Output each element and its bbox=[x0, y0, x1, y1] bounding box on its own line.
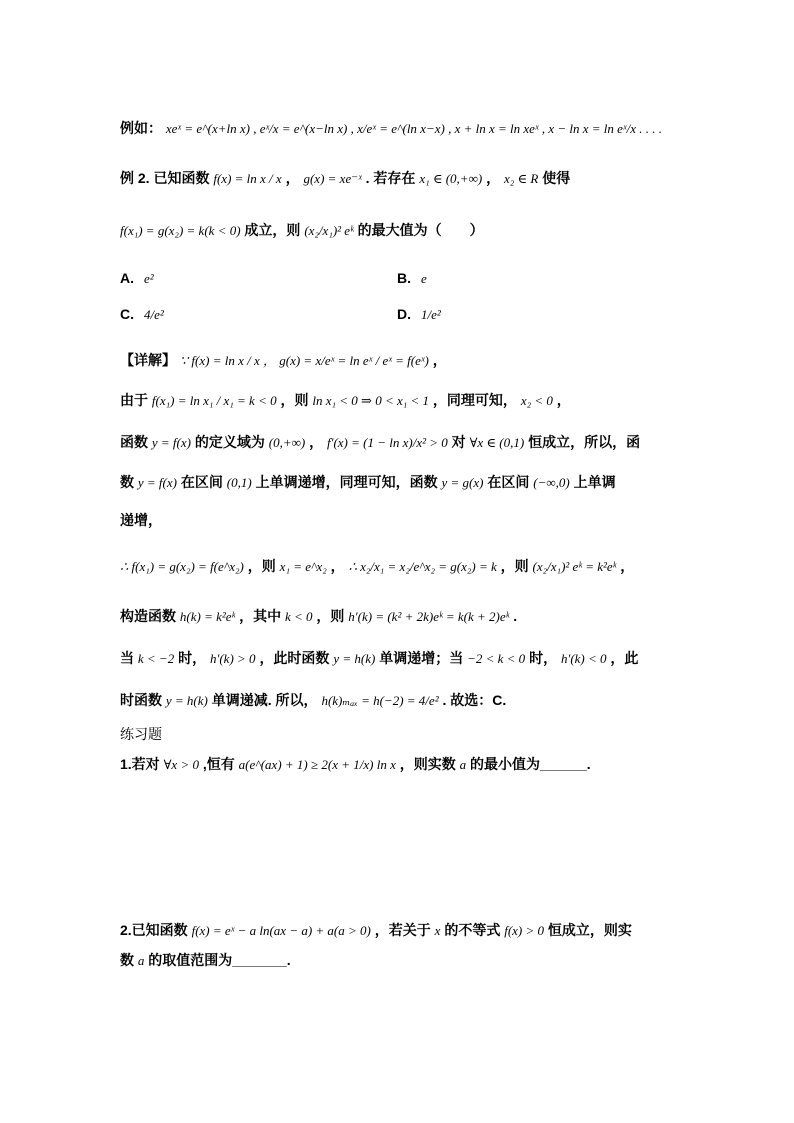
formula: a bbox=[459, 757, 467, 772]
text-fragment: ， bbox=[620, 558, 635, 574]
solution-line-6 bbox=[120, 556, 694, 577]
option-d bbox=[397, 306, 441, 323]
separator: ， bbox=[285, 170, 300, 186]
formula: a bbox=[137, 953, 145, 968]
option-c bbox=[120, 306, 164, 323]
formula: a(e^(ax) + 1) ≥ 2(x + 1/x) ln x bbox=[238, 757, 396, 772]
formula: ln x₁ < 0 ⇒ 0 < x₁ < 1 bbox=[312, 393, 430, 408]
text-fragment: 时， bbox=[178, 650, 207, 666]
text-fragment: ，则 bbox=[247, 558, 276, 574]
formula: y = g(x) bbox=[441, 475, 484, 490]
option-a-value: e² bbox=[144, 271, 154, 286]
formula: ∴ x₂/x₁ = x₂/e^x₂ = g(x₂) = k bbox=[348, 559, 497, 574]
formula: y = f(x) bbox=[151, 435, 191, 450]
text-fragment: 的定义域为 bbox=[194, 434, 265, 450]
exercise-2-line-1 bbox=[120, 920, 694, 941]
formula: x₁ = e^x₂ bbox=[279, 559, 327, 574]
text-fragment: 单调递增；当 bbox=[379, 650, 464, 666]
formula: f(x) > 0 bbox=[504, 923, 545, 938]
text-fragment: 当 bbox=[120, 650, 134, 666]
text-fragment: 构造函数 bbox=[120, 608, 176, 624]
equation-k: f(x₁) = g(x₂) = k(k < 0) bbox=[120, 223, 241, 238]
text-fragment: 对 bbox=[451, 434, 466, 450]
solution-line-2 bbox=[120, 390, 694, 411]
text-fragment: ，同理可知， bbox=[432, 392, 517, 408]
text-fragment: 由于 bbox=[120, 392, 148, 408]
option-d-value: 1/e² bbox=[421, 307, 441, 322]
text-fragment: ，此 bbox=[610, 650, 639, 666]
formula: f(x) = eˣ − a ln(ax − a) + a(a > 0) bbox=[191, 923, 371, 938]
text-fragment: ，则 bbox=[500, 558, 529, 574]
exercise-heading-label: 练习题 bbox=[120, 726, 162, 742]
option-b-value: e bbox=[421, 271, 427, 286]
formula: f′(x) = (1 − ln x)/x² > 0 bbox=[327, 435, 448, 450]
solution-line-1 bbox=[120, 350, 694, 371]
option-b bbox=[397, 270, 427, 287]
text-fragment: 单调递减. 所以， bbox=[211, 692, 318, 708]
exercise-1 bbox=[120, 754, 694, 775]
text-fragment: ， bbox=[309, 434, 324, 450]
exercise-2-line-2 bbox=[120, 950, 694, 971]
target-expression: (x₂/x₁)² eᵏ bbox=[304, 223, 354, 238]
solution-line-5 bbox=[120, 510, 694, 530]
example-2-question bbox=[120, 220, 694, 241]
text-fragment: ，则 bbox=[316, 608, 345, 624]
text-fragment: 恒成立，所以，函 bbox=[528, 434, 641, 450]
formula: y = f(x) bbox=[137, 475, 177, 490]
solution-label: 【详解】 bbox=[120, 352, 176, 368]
text-fragment: ， bbox=[556, 392, 571, 408]
text-fragment: 递增， bbox=[120, 512, 162, 528]
solution-line-7 bbox=[120, 606, 694, 627]
formula: (−∞,0) bbox=[533, 475, 570, 490]
formula: ∴ f(x₁) = g(x₂) = f(e^x₂) bbox=[120, 559, 244, 574]
option-d-label: D. bbox=[397, 306, 411, 322]
text-fragment: 上单调 bbox=[573, 474, 616, 490]
text-fragment: 在区间 bbox=[487, 474, 530, 490]
x1-condition: x₁ ∈ (0,+∞) bbox=[419, 171, 483, 186]
example-label: 例如： bbox=[120, 120, 162, 136]
answer-conclusion: . 故选：C. bbox=[442, 692, 507, 708]
formula: x₂ < 0 bbox=[520, 393, 553, 408]
g-definition: g(x) = xe⁻ˣ bbox=[303, 171, 362, 186]
formula: k < 0 bbox=[284, 609, 313, 624]
separator: ， bbox=[486, 170, 501, 186]
formula: h′(k) = (k² + 2k)eᵏ = k(k + 2)eᵏ bbox=[348, 609, 510, 624]
text-fragment: 使得 bbox=[542, 170, 571, 186]
text-fragment: ，此时函数 bbox=[259, 650, 330, 666]
text-fragment: 时函数 bbox=[120, 692, 162, 708]
text-fragment: 恒成立，则实 bbox=[547, 922, 632, 938]
solution-line-4 bbox=[120, 472, 694, 493]
text-fragment: 时， bbox=[529, 650, 558, 666]
option-c-value: 4/e² bbox=[144, 307, 164, 322]
text-fragment: ，其中 bbox=[239, 608, 282, 624]
x2-condition: x₂ ∈ R bbox=[503, 171, 539, 186]
formula: x bbox=[434, 923, 441, 938]
text-fragment: 的取值范围为_______. bbox=[148, 952, 291, 968]
text-fragment: ，若关于 bbox=[374, 922, 431, 938]
formula: ∀x > 0 bbox=[163, 757, 199, 772]
formula: (x₂/x₁)² eᵏ = k²eᵏ bbox=[532, 559, 617, 574]
text-fragment: 数 bbox=[120, 952, 134, 968]
text-fragment: ， bbox=[330, 558, 345, 574]
text-fragment: ，则 bbox=[280, 392, 309, 408]
option-c-label: C. bbox=[120, 306, 134, 322]
text-fragment: ,恒有 bbox=[202, 756, 235, 772]
text-fragment: 数 bbox=[120, 474, 134, 490]
solution-line-9 bbox=[120, 690, 694, 711]
text-fragment: 上单调递增，同理可知，函数 bbox=[255, 474, 438, 490]
text-fragment: . bbox=[513, 608, 518, 624]
exercise-heading bbox=[120, 724, 694, 744]
formula: h′(k) > 0 bbox=[210, 651, 256, 666]
text-fragment: 函数 bbox=[120, 434, 148, 450]
option-a-label: A. bbox=[120, 270, 134, 286]
formula: f(x₁) = ln x₁ / x₁ = k < 0 bbox=[151, 393, 277, 408]
option-a bbox=[120, 270, 154, 287]
text-fragment: 的不等式 bbox=[444, 922, 501, 938]
formula: y = h(k) bbox=[165, 693, 208, 708]
formula: ∵ f(x) = ln x / x ， g(x) = x/eˣ = ln eˣ / eˣ = f(eˣ) bbox=[179, 353, 429, 368]
text-fragment: 2.已知函数 bbox=[120, 922, 188, 938]
formula: (0,1) bbox=[226, 475, 252, 490]
example-2-label: 例 2. 已知函数 bbox=[120, 170, 210, 186]
formula: h′(k) < 0 bbox=[560, 651, 607, 666]
option-b-label: B. bbox=[397, 270, 411, 286]
question-tail: 的最大值为（ ） bbox=[357, 222, 484, 238]
text-fragment: ， bbox=[432, 352, 447, 368]
example-identities bbox=[120, 118, 694, 139]
solution-line-8 bbox=[120, 648, 694, 669]
formula: k < −2 bbox=[137, 651, 175, 666]
text-fragment: 1.若对 bbox=[120, 756, 160, 772]
formula: h(k)ₘₐₓ = h(−2) = 4/e² bbox=[321, 693, 439, 708]
text-fragment: 的最小值为______. bbox=[470, 756, 591, 772]
formula: y = h(k) bbox=[333, 651, 376, 666]
f-definition: f(x) = ln x / x bbox=[213, 171, 282, 186]
text-fragment: 成立，则 bbox=[244, 222, 301, 238]
text-fragment: 在区间 bbox=[180, 474, 223, 490]
formula: (0,+∞) bbox=[268, 435, 306, 450]
formula: −2 < k < 0 bbox=[467, 651, 526, 666]
formula: ∀x ∈ (0,1) bbox=[469, 435, 525, 450]
text-fragment: ，则实数 bbox=[399, 756, 456, 772]
text-fragment: . 若存在 bbox=[365, 170, 416, 186]
formula: h(k) = k²eᵏ bbox=[179, 609, 236, 624]
solution-line-3 bbox=[120, 432, 694, 453]
example-2-statement bbox=[120, 168, 694, 189]
identity-formulas: xeˣ = e^(x+ln x) , eˣ/x = e^(x−ln x) , x/eˣ = e^(ln x−x) , x + ln x = ln xeˣ , x − ln x = ln eˣ/x . . . . bbox=[165, 121, 662, 136]
